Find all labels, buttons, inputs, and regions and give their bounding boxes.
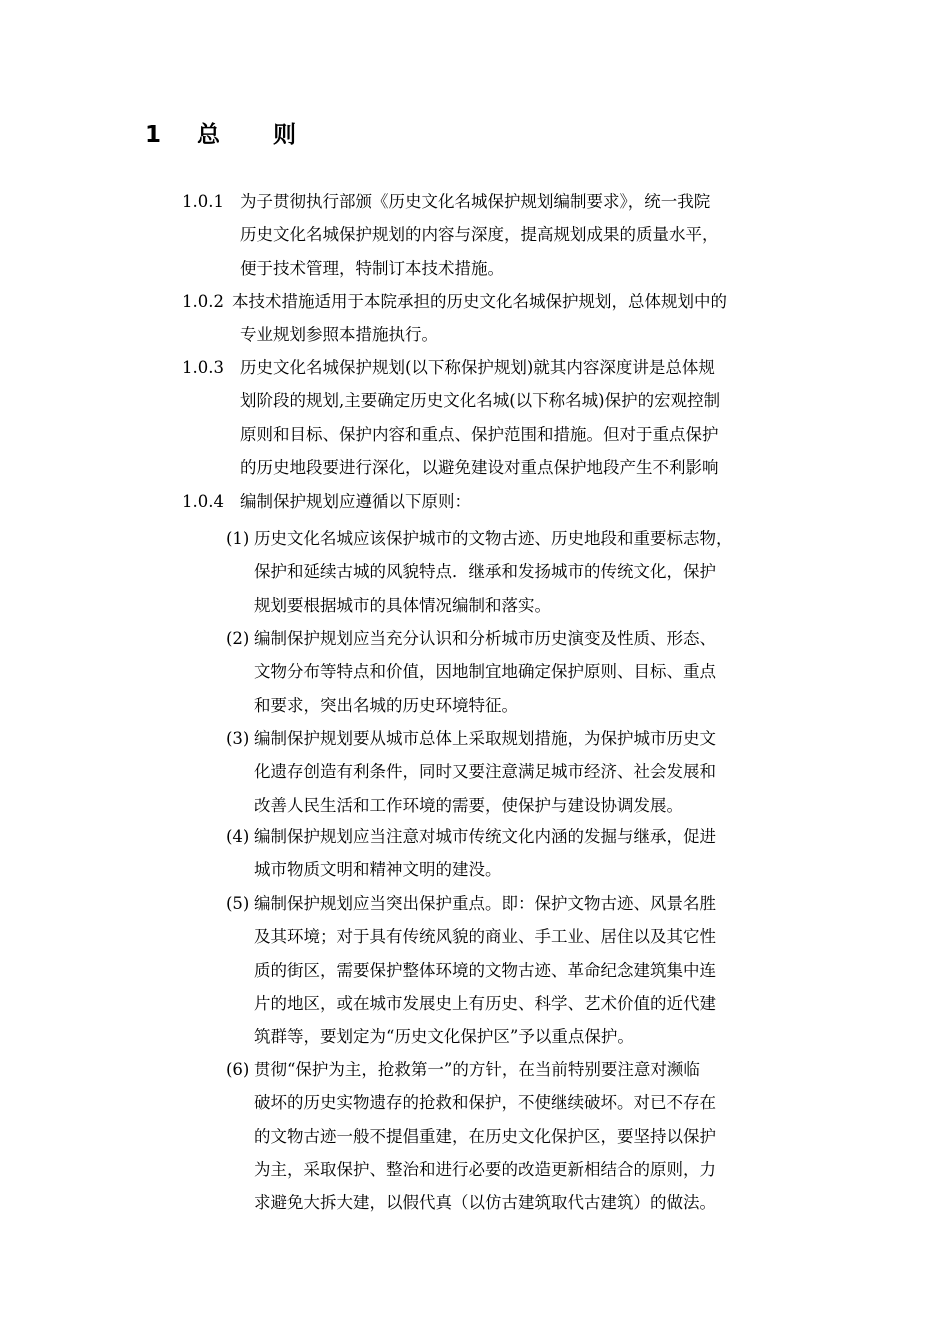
clause-text-line: 本技术措施适用于本院承担的历史文化名城保护规划，总体规划中的 bbox=[232, 292, 727, 311]
item-text-line: 及其环境；对于具有传统风貌的商业、手工业、居住以及其它性 bbox=[254, 927, 716, 947]
item-text-line: 文物分布等特点和价值，因地制宜地确定保护原则、目标、重点 bbox=[254, 662, 716, 682]
section-number: 1 bbox=[145, 122, 162, 148]
clause-text-line: 历史文化名城保护规划的内容与深度，提高规划成果的质量水平， bbox=[240, 225, 719, 245]
section-title-char-1: 总 bbox=[197, 122, 220, 148]
item-text-line: 为主，采取保护、整治和进行必要的改造更新相结合的原则，力 bbox=[254, 1159, 716, 1179]
item-marker: (6) bbox=[226, 1060, 250, 1079]
item-text-line: 编制保护规划应当注意对城市传统文化内涵的发掘与继承，促进 bbox=[254, 827, 716, 846]
item-text-line: 片的地区，或在城市发展史上有历史、科学、艺术价值的近代建 bbox=[254, 993, 716, 1013]
clause-number: 1.0.4 bbox=[182, 492, 224, 511]
clause-1-0-3 bbox=[182, 351, 822, 484]
item-text-line: 改善人民生活和工作环境的需要，使保护与建设协调发展。 bbox=[254, 795, 683, 815]
clause-text-line: 便于技术管理，特制订本技术措施。 bbox=[240, 258, 504, 278]
principle-item-6 bbox=[226, 1053, 826, 1219]
item-text-line: 求避免大拆大建，以假代真（以仿古建筑取代古建筑）的做法。 bbox=[254, 1193, 716, 1213]
clause-text-line: 划阶段的规划,主要确定历史文化名城(以下称名城)保护的宏观控制 bbox=[240, 391, 721, 411]
item-marker: (5) bbox=[226, 894, 250, 913]
item-text-line: 规划要根据城市的具体情况编制和落实。 bbox=[254, 595, 551, 615]
item-text-line: 和要求，突出名城的历史环境特征。 bbox=[254, 695, 518, 715]
clause-number: 1.0.1 bbox=[182, 192, 224, 211]
item-text-line: 历史文化名城应该保护城市的文物古迹、历史地段和重要标志物， bbox=[254, 529, 733, 548]
clause-text-line: 的历史地段要进行深化，以避免建设对重点保护地段产生不利影响 bbox=[240, 457, 719, 477]
clause-1-0-2 bbox=[182, 285, 822, 352]
item-text-line: 质的街区，需要保护整体环境的文物古迹、革命纪念建筑集中连 bbox=[254, 960, 716, 980]
item-marker: (1) bbox=[226, 529, 250, 548]
item-text-line: 的文物古迹一般不提倡重建，在历史文化保护区，要坚持以保护 bbox=[254, 1126, 716, 1146]
clause-text-line: 专业规划参照本措施执行。 bbox=[240, 325, 438, 345]
clause-1-0-4 bbox=[182, 485, 822, 518]
item-marker: (4) bbox=[226, 827, 250, 846]
item-marker: (2) bbox=[226, 629, 250, 648]
principle-item-3 bbox=[226, 722, 826, 822]
item-text-line: 破坏的历史实物遗存的抢救和保护，不使继续破坏。对已不存在 bbox=[254, 1093, 716, 1113]
item-text-line: 贯彻“保护为主，抢救第一”的方针，在当前特别要注意对濒临 bbox=[254, 1060, 700, 1079]
item-text-line: 筑群等，要划定为“历史文化保护区”予以重点保护。 bbox=[254, 1027, 634, 1047]
clause-text-line: 为子贯彻执行部颁《历史文化名城保护规划编制要求》，统一我院 bbox=[240, 192, 711, 211]
item-text-line: 编制保护规划要从城市总体上采取规划措施，为保护城市历史文 bbox=[254, 729, 716, 748]
clause-text-line: 编制保护规划应遵循以下原则： bbox=[240, 492, 471, 511]
clause-1-0-1 bbox=[182, 185, 822, 285]
clause-text-line: 原则和目标、保护内容和重点、保护范围和措施。但对于重点保护 bbox=[240, 424, 719, 444]
item-text-line: 保护和延续古城的风貌特点．继承和发扬城市的传统文化，保护 bbox=[254, 562, 716, 582]
principle-item-1 bbox=[226, 522, 826, 622]
item-text-line: 编制保护规划应当充分认识和分析城市历史演变及性质、形态、 bbox=[254, 629, 716, 648]
clause-number: 1.0.2 bbox=[182, 292, 224, 311]
section-title-char-2: 则 bbox=[273, 122, 296, 148]
principle-item-5 bbox=[226, 887, 826, 1053]
clause-number: 1.0.3 bbox=[182, 358, 224, 377]
section-heading bbox=[145, 116, 296, 149]
item-text-line: 编制保护规划应当突出保护重点。即：保护文物古迹、风景名胜 bbox=[254, 894, 716, 913]
item-text-line: 化遗存创造有利条件，同时又要注意满足城市经济、社会发展和 bbox=[254, 762, 716, 782]
principle-item-4 bbox=[226, 820, 826, 887]
principle-item-2 bbox=[226, 622, 826, 722]
clause-text-line: 历史文化名城保护规划(以下称保护规划)就其内容深度讲是总体规 bbox=[240, 358, 715, 377]
item-marker: (3) bbox=[226, 729, 250, 748]
item-text-line: 城市物质文明和精神文明的建没。 bbox=[254, 860, 502, 880]
